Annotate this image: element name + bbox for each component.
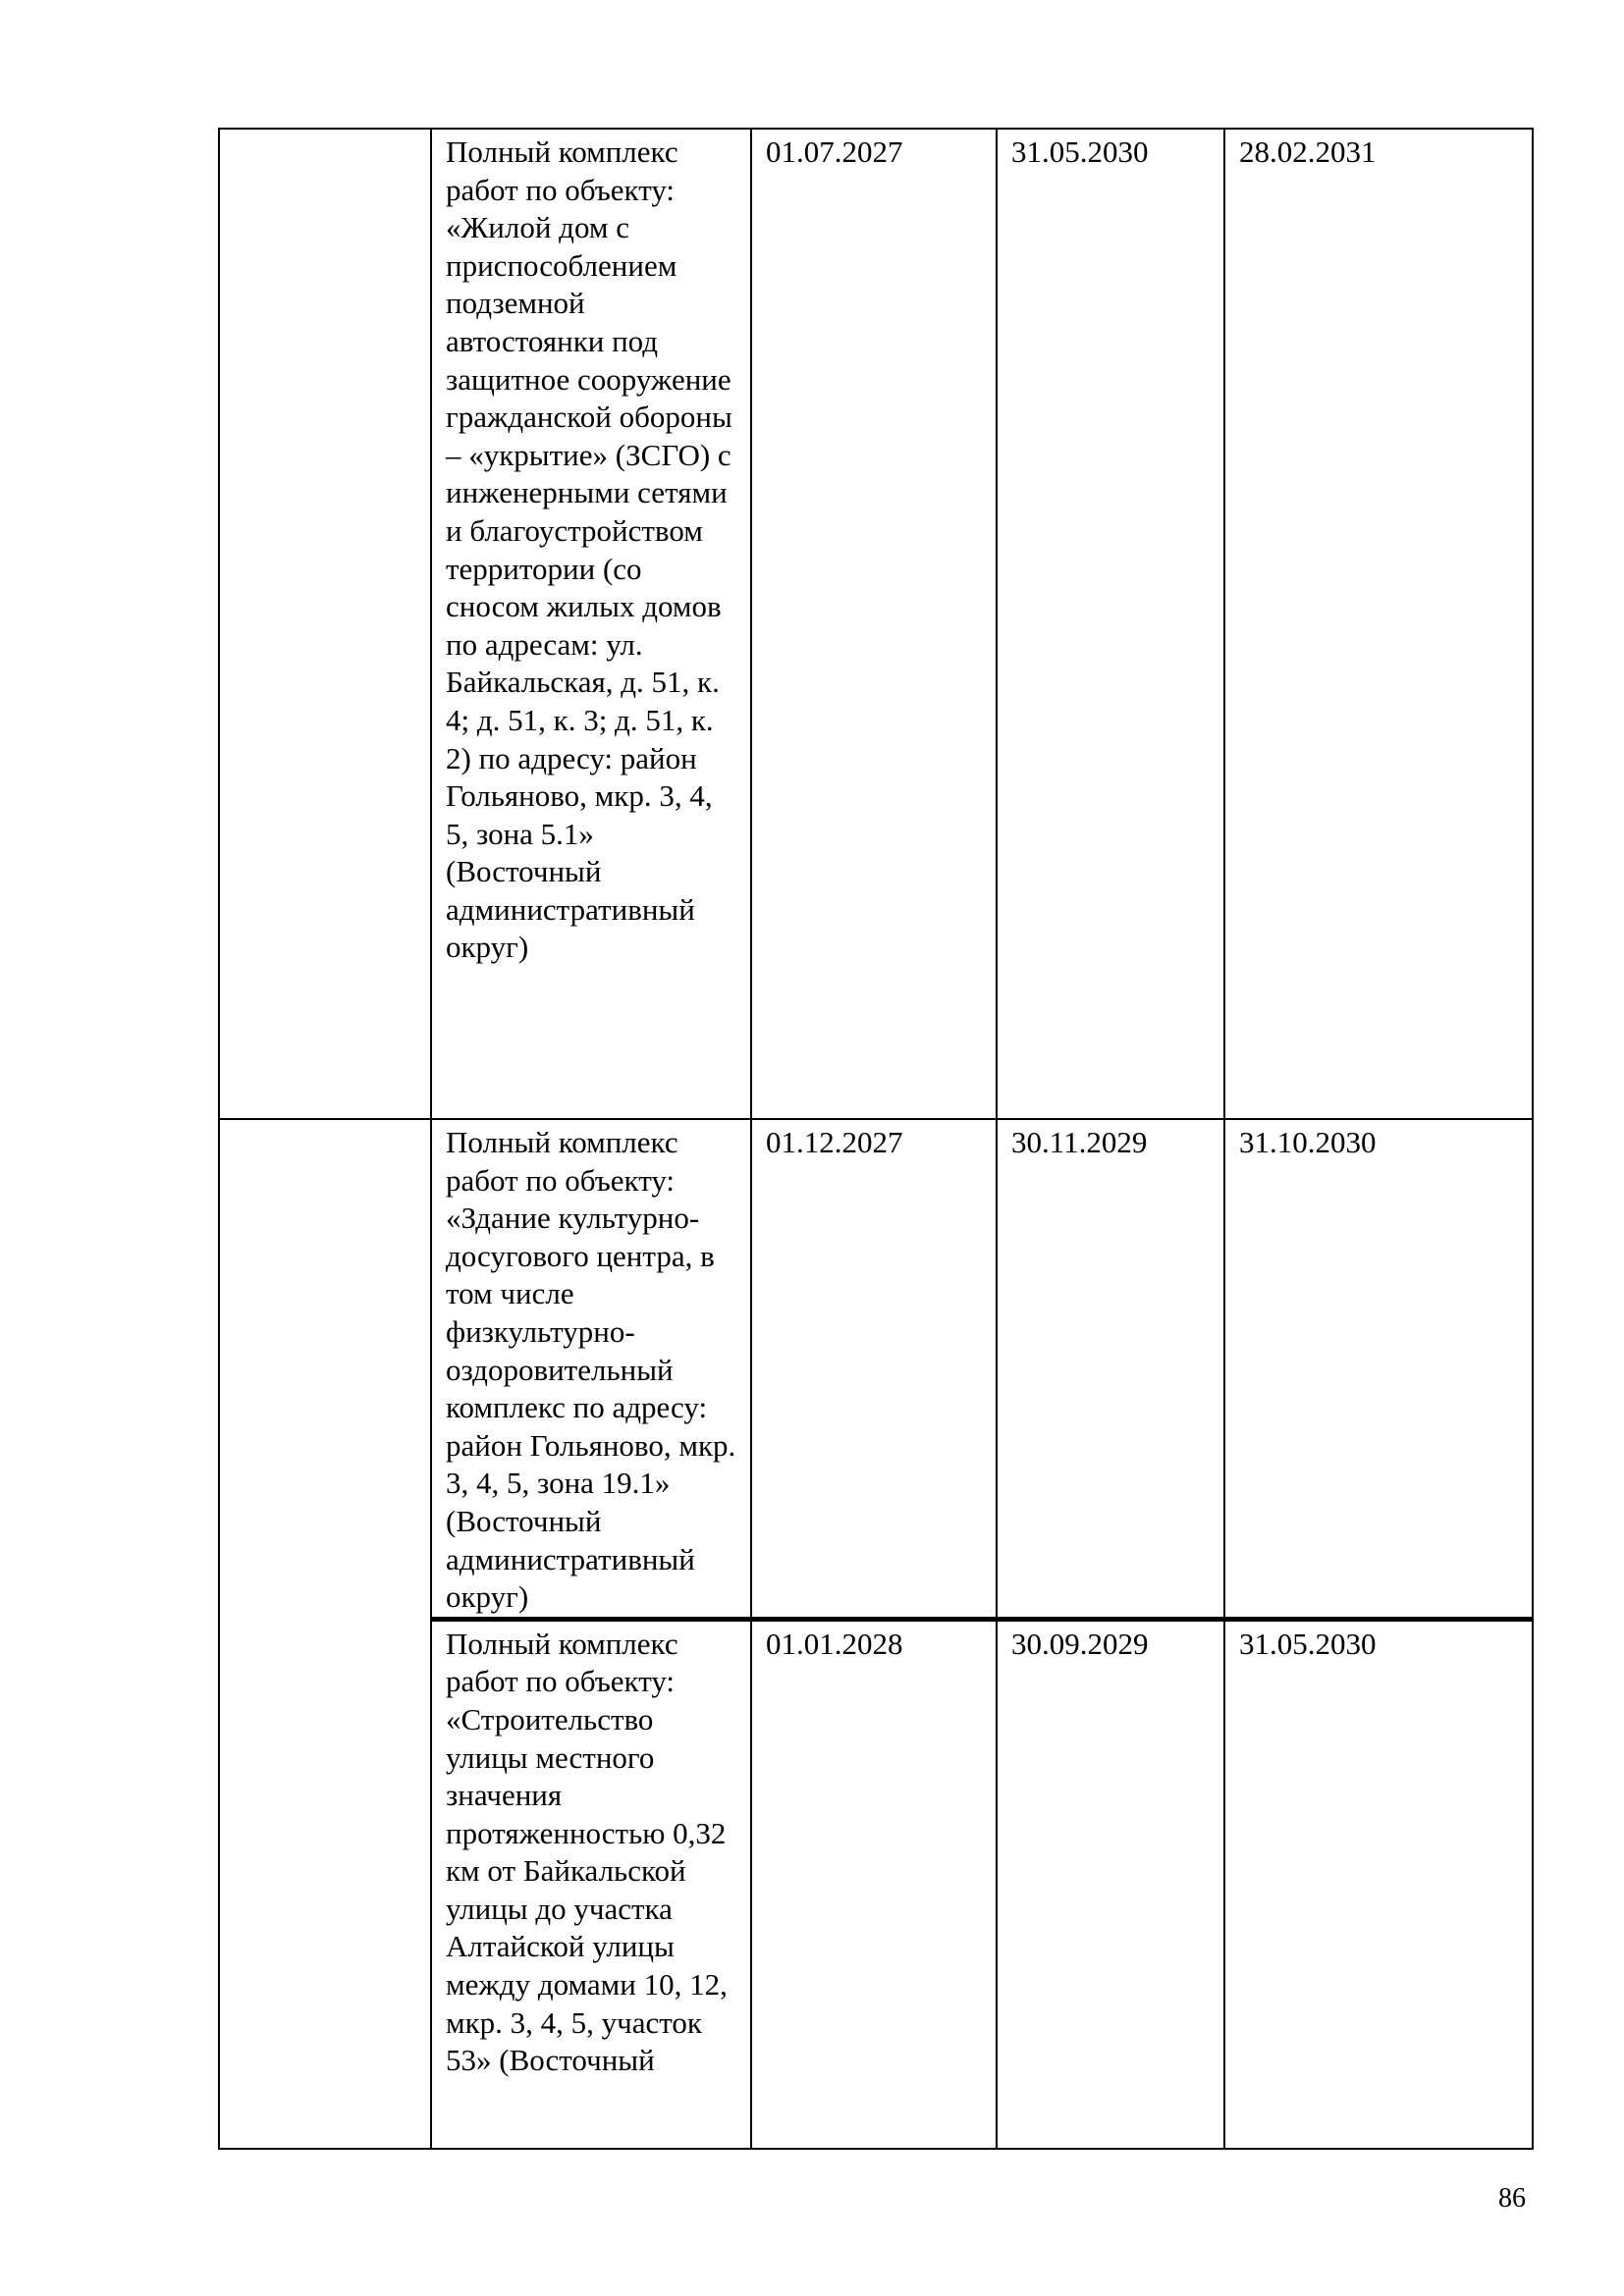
start-date-cell: 01.01.2028: [751, 1619, 997, 2149]
end-date-cell: 30.11.2029: [997, 1119, 1224, 1619]
start-date-cell: 01.07.2027: [751, 129, 997, 1119]
final-date-cell: 31.10.2030: [1224, 1119, 1533, 1619]
work-description-cell: Полный комплекс работ по объекту: «Жилой дом с приспособлением подземной автостоянки под защитное сооружение гражданской обороны – «укрытие» (ЗСГО) с инженерными сетями и благоустройством территории (со сносом жилых домов по адресам: ул. Байкальская, д. 51, к. 4; д. 51, к. 3; д. 51, к. 2) по адресу: район Гольяново, мкр. 3, 4, 5, зона 5.1» (Восточный административный округ): [431, 129, 751, 1119]
work-description-cell: Полный комплекс работ по объекту: «Здание культурно-досугового центра, в том числе физкультурно-оздоровительный комплекс по адресу: район Гольяново, мкр. 3, 4, 5, зона 19.1» (Восточный административный округ): [431, 1119, 751, 1619]
table-row: [219, 1619, 1533, 2149]
start-date-cell: 01.12.2027: [751, 1119, 997, 1619]
page-number: 86: [1498, 2183, 1526, 2214]
table-cell-empty: [219, 1619, 431, 2149]
table-row: [219, 1119, 1533, 1619]
table-row: [219, 129, 1533, 1119]
final-date-cell: 28.02.2031: [1224, 129, 1533, 1119]
table-cell-empty: [219, 1119, 431, 1619]
schedule-table: [218, 128, 1534, 2150]
work-description-cell: Полный комплекс работ по объекту: «Строительство улицы местного значения протяженностью 0,32 км от Байкальской улицы до участка Алтайской улицы между домами 10, 12, мкр. 3, 4, 5, участок 53» (Восточный: [431, 1619, 751, 2149]
end-date-cell: 31.05.2030: [997, 129, 1224, 1119]
table-cell-empty: [219, 129, 431, 1119]
end-date-cell: 30.09.2029: [997, 1619, 1224, 2149]
final-date-cell: 31.05.2030: [1224, 1619, 1533, 2149]
